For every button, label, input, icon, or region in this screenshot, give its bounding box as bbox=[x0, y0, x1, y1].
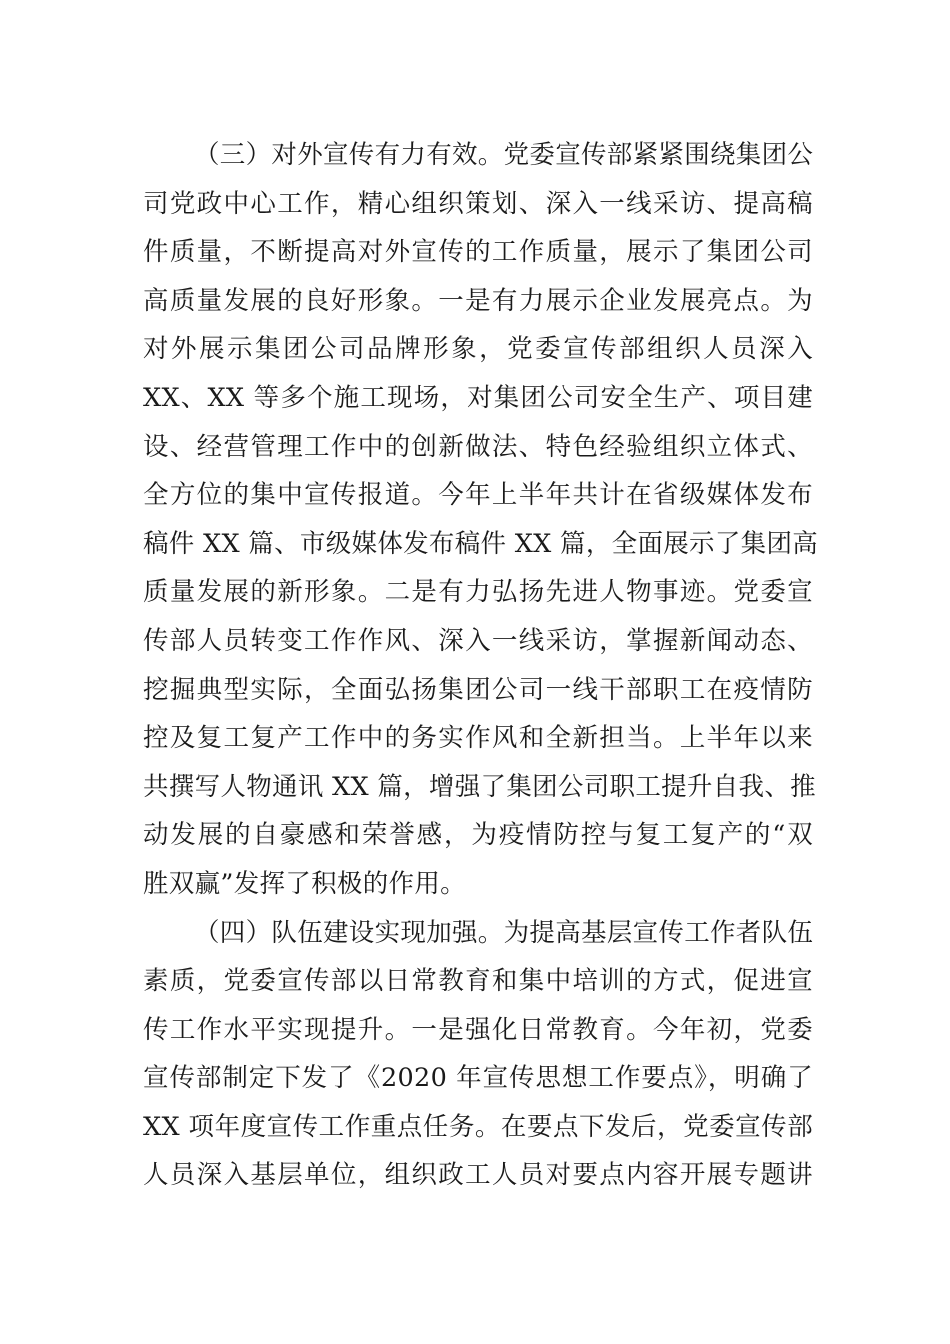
paragraph-3-line-5: 对外展示集团公司品牌形象，党委宣传部组织人员深入 bbox=[143, 334, 813, 365]
paragraph-3-line-9: 稿件 XX 篇、市级媒体发布稿件 XX 篇，全面展示了集团高 bbox=[143, 528, 819, 559]
paragraph-4-line-1: （四）队伍建设实现加强。为提高基层宣传工作者队伍 bbox=[194, 917, 814, 948]
paragraph-4-line-2: 素质，党委宣传部以日常教育和集中培训的方式，促进宣 bbox=[143, 966, 813, 997]
paragraph-4-line-4: 宣传部制定下发了《2020 年宣传思想工作要点》，明确了 bbox=[143, 1063, 813, 1094]
paragraph-3-line-10: 质量发展的新形象。二是有力弘扬先进人物事迹。党委宣 bbox=[143, 577, 813, 608]
paragraph-4-line-5: XX 项年度宣传工作重点任务。在要点下发后，党委宣传部 bbox=[143, 1111, 813, 1142]
paragraph-3-line-7: 设、经营管理工作中的创新做法、特色经验组织立体式、 bbox=[143, 431, 813, 462]
paragraph-3-line-2: 司党政中心工作，精心组织策划、深入一线采访、提高稿 bbox=[143, 188, 813, 219]
paragraph-3-line-6: XX、XX 等多个施工现场，对集团公司安全生产、项目建 bbox=[143, 382, 813, 413]
paragraph-3-line-3: 件质量，不断提高对外宣传的工作质量，展示了集团公司 bbox=[143, 237, 813, 268]
body-text bbox=[143, 131, 819, 1200]
paragraph-3-line-16: 胜双赢”发挥了积极的作用。 bbox=[143, 868, 466, 899]
paragraph-3-line-4: 高质量发展的良好形象。一是有力展示企业发展亮点。为 bbox=[143, 285, 813, 316]
paragraph-3-line-13: 控及复工复产工作中的务实作风和全新担当。上半年以来 bbox=[143, 723, 813, 754]
paragraph-3-line-12: 挖掘典型实际，全面弘扬集团公司一线干部职工在疫情防 bbox=[143, 674, 813, 705]
paragraph-3-line-11: 传部人员转变工作作风、深入一线采访，掌握新闻动态、 bbox=[143, 625, 813, 656]
paragraph-3-line-14: 共撰写人物通讯 XX 篇，增强了集团公司职工提升自我、推 bbox=[143, 771, 816, 802]
paragraph-4-line-3: 传工作水平实现提升。一是强化日常教育。今年初，党委 bbox=[143, 1014, 813, 1045]
paragraph-3-line-8: 全方位的集中宣传报道。今年上半年共计在省级媒体发布 bbox=[143, 480, 813, 511]
paragraph-4-line-6: 人员深入基层单位，组织政工人员对要点内容开展专题讲 bbox=[143, 1160, 813, 1191]
paragraph-3-line-1: （三）对外宣传有力有效。党委宣传部紧紧围绕集团公 bbox=[194, 140, 814, 170]
paragraph-3-line-15: 动发展的自豪感和荣誉感，为疫情防控与复工复产的“双 bbox=[143, 820, 813, 851]
